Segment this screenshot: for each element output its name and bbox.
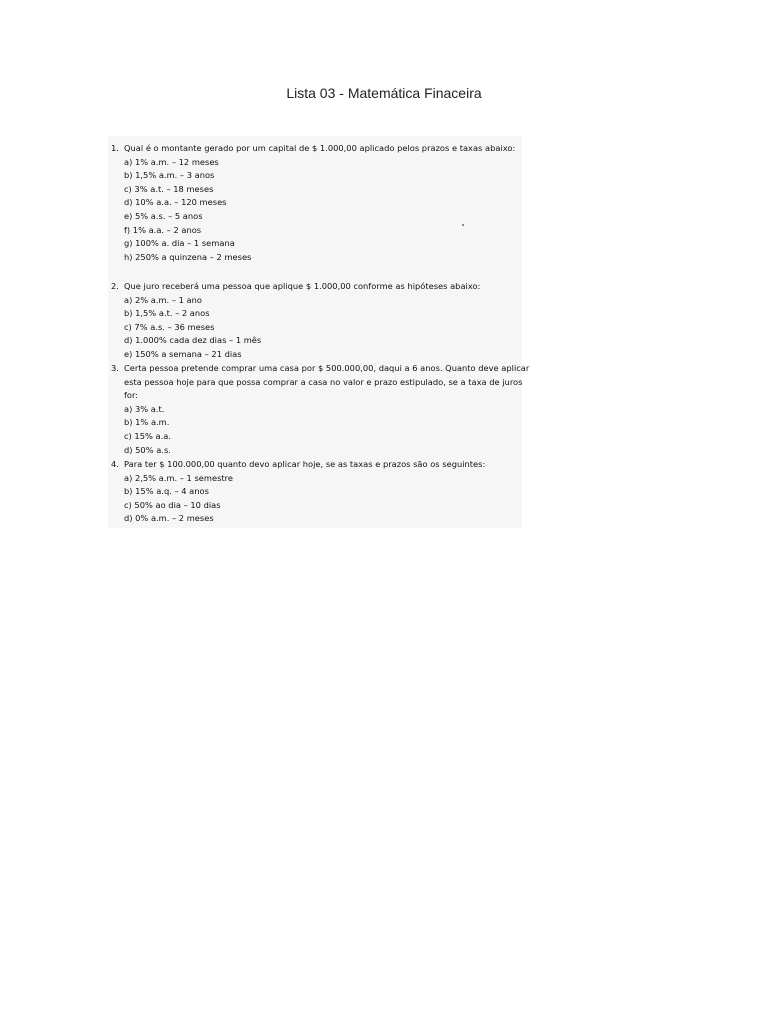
question-stem: Qual é o montante gerado por um capital de $ 1.000,00 aplicado pelos prazos e taxas abaixo:: [124, 143, 516, 153]
option-item: d) 1.000% cada dez dias – 1 mês: [124, 335, 262, 346]
page-title: Lista 03 - Matemática Finaceira: [286, 85, 482, 101]
question-number: 1.: [111, 143, 119, 153]
option-item: b) 1,5% a.m. – 3 anos: [124, 170, 215, 181]
option-item: a) 2,5% a.m. – 1 semestre: [124, 472, 233, 483]
option-item: c) 3% a.t. – 18 meses: [124, 183, 214, 194]
option-item: c) 7% a.s. – 36 meses: [124, 321, 215, 332]
option-item: b) 1,5% a.t. – 2 anos: [124, 308, 210, 319]
option-item: a) 3% a.t.: [124, 403, 165, 414]
option-item: b) 1% a.m.: [124, 417, 170, 428]
option-item: e) 150% a semana – 21 dias: [124, 348, 242, 359]
option-list: [124, 472, 534, 526]
question-number: 4.: [111, 459, 119, 469]
option-item: d) 10% a.a. – 120 meses: [124, 197, 227, 208]
question-stem: Para ter $ 100.000,00 quanto devo aplicar hoje, se as taxas e prazos são os seguintes:: [124, 459, 486, 469]
question-number: 2.: [111, 281, 119, 291]
question-2: [108, 280, 534, 362]
question-stem: Que juro receberá uma pessoa que aplique $ 1.000,00 conforme as hipóteses abaixo:: [124, 281, 481, 291]
scanned-exercise-list: [108, 136, 530, 528]
option-item: a) 2% a.m. – 1 ano: [124, 294, 202, 305]
option-item: c) 50% ao dia – 10 dias: [124, 499, 221, 510]
option-item: g) 100% a. dia – 1 semana: [124, 238, 235, 249]
question-number: 3.: [111, 363, 119, 373]
question-stem: Certa pessoa pretende comprar uma casa por $ 500.000,00, daqui a 6 anos. Quanto deve aplicar esta pessoa hoje para que possa comprar a casa no valor e prazo estipulado, se a taxa de juros for:: [124, 363, 530, 401]
question-4: [108, 458, 534, 526]
option-list: [124, 294, 534, 362]
option-item: b) 15% a.q. – 4 anos: [124, 486, 209, 497]
option-item: f) 1% a.a. – 2 anos: [124, 224, 202, 235]
question-1: [108, 142, 534, 264]
option-list: [124, 403, 534, 457]
option-item: d) 50% a.s.: [124, 444, 171, 455]
option-item: d) 0% a.m. – 2 meses: [124, 513, 214, 524]
option-item: c) 15% a.a.: [124, 430, 171, 441]
option-item: e) 5% a.s. – 5 anos: [124, 210, 203, 221]
option-item: h) 250% a quinzena – 2 meses: [124, 251, 252, 262]
question-3: [108, 362, 534, 457]
option-item: a) 1% a.m. – 12 meses: [124, 156, 219, 167]
scan-speck: [462, 224, 464, 226]
option-list: [124, 156, 534, 265]
